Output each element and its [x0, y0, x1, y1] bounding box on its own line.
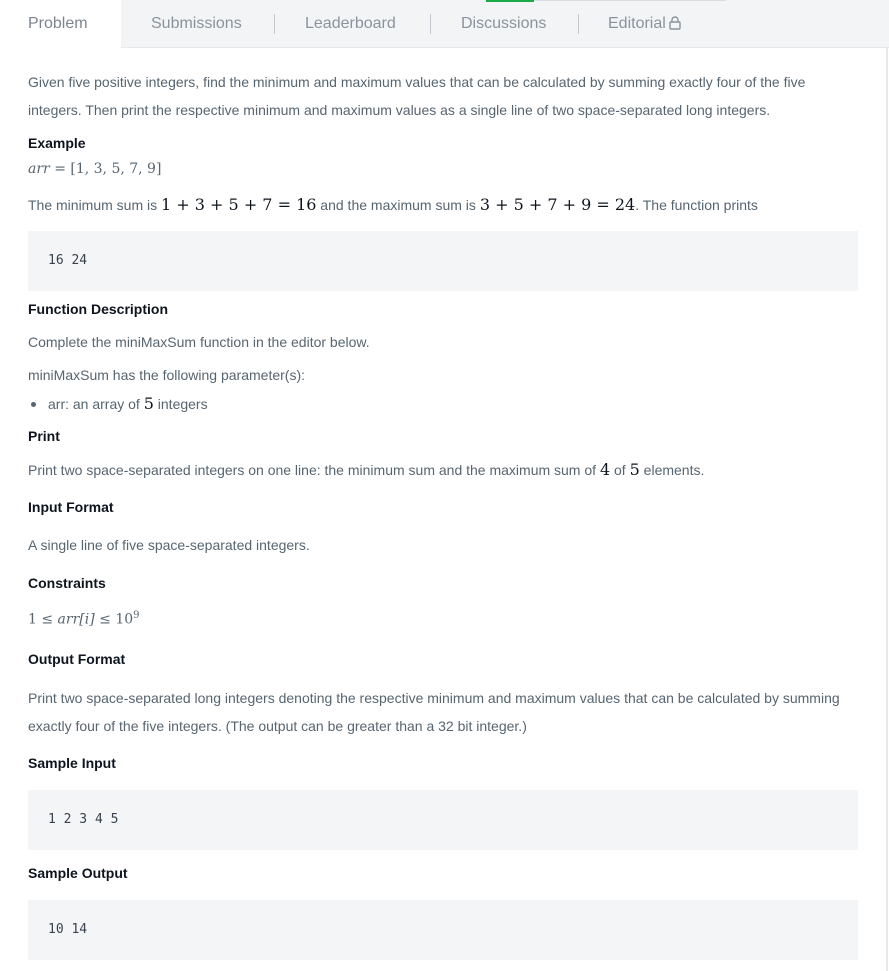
function-description-text: Complete the miniMaxSum function in the editor below.	[28, 334, 370, 350]
print-num-2: 5	[629, 460, 640, 479]
print-text-2: of	[610, 462, 630, 478]
tab-bar	[0, 0, 889, 48]
print-heading: Print	[28, 428, 60, 444]
sample-output-heading: Sample Output	[28, 865, 128, 881]
example-heading: Example	[28, 135, 86, 151]
example-formula-var: arr	[28, 161, 50, 177]
example-text-1: The minimum sum is	[28, 197, 162, 213]
tab-separator	[578, 14, 579, 34]
example-min-expression: 1 + 3 + 5 + 7 = 16	[161, 195, 317, 214]
example-formula	[28, 161, 161, 177]
sample-input-code: 1 2 3 4 5	[28, 790, 858, 850]
bullet-icon	[31, 402, 36, 407]
constraints-heading: Constraints	[28, 575, 106, 591]
param-suffix: integers	[153, 396, 208, 412]
problem-intro: Given five positive integers, find the minimum and maximum values that can be calculated by summing exactly four of the five integers. Then print the respective minimum and maximum values as a single line of two space-separated long integers.	[28, 74, 806, 118]
print-text	[28, 460, 704, 479]
lock-icon	[669, 2, 681, 50]
example-formula-value: = [1, 3, 5, 7, 9]	[54, 161, 162, 177]
panel-right-edge	[886, 48, 888, 971]
print-text-1: Print two space-separated integers on one line: the minimum sum and the maximum sum of	[28, 462, 600, 478]
tab-discussions[interactable]: Discussions	[461, 15, 547, 32]
output-format-heading: Output Format	[28, 651, 126, 667]
output-format-text: Print two space-separated long integers denoting the respective minimum and maximum values that can be calculated by summing exactly four of the five integers. (The output can be greater than a 32 bit integer.)	[28, 690, 840, 734]
constraint-exponent: 9	[133, 610, 140, 621]
example-max-expression: 3 + 5 + 7 + 9 = 24	[479, 195, 636, 214]
parameters-text: miniMaxSum has the following parameter(s):	[28, 367, 305, 383]
tab-separator	[430, 14, 431, 34]
example-explanation	[28, 195, 758, 214]
input-format-text: A single line of five space-separated integers.	[28, 537, 310, 553]
tab-editorial[interactable]	[608, 0, 681, 48]
constraint-var: arr[i]	[57, 611, 95, 628]
param-prefix: arr: an array of	[48, 396, 144, 412]
example-text-3: . The function prints	[635, 197, 758, 213]
constraint-left: 1 ≤	[28, 611, 58, 628]
function-description-heading: Function Description	[28, 301, 168, 317]
sample-input-heading: Sample Input	[28, 755, 116, 771]
input-format-heading: Input Format	[28, 499, 114, 515]
constraint-formula	[28, 610, 140, 628]
example-output-code: 16 24	[28, 231, 858, 291]
tab-problem[interactable]: Problem	[0, 0, 121, 49]
param-count: 5	[143, 394, 154, 413]
print-text-3: elements.	[639, 462, 705, 478]
constraint-right: ≤ 10	[94, 611, 134, 628]
tab-submissions[interactable]: Submissions	[151, 15, 242, 32]
print-num-1: 4	[599, 460, 611, 479]
parameter-item	[48, 394, 208, 413]
sample-output-code: 10 14	[28, 900, 858, 960]
tab-leaderboard[interactable]: Leaderboard	[305, 15, 396, 32]
tab-separator	[274, 14, 275, 34]
example-text-2: and the maximum sum is	[316, 197, 480, 213]
tab-editorial-label: Editorial	[608, 15, 666, 32]
